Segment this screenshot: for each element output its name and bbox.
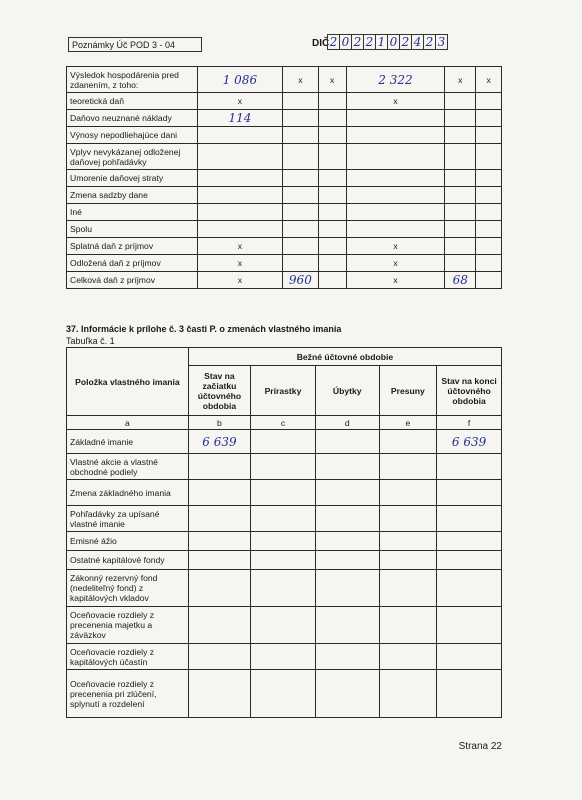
table-row <box>67 238 502 255</box>
cell-c4: x <box>346 238 445 255</box>
cell-b <box>188 644 250 670</box>
table-row <box>67 255 502 272</box>
table-row <box>67 93 502 110</box>
cell-b <box>188 551 250 570</box>
cell-c1 <box>197 221 282 238</box>
col-letter: d <box>315 416 379 430</box>
table-row <box>67 570 502 607</box>
cell-c6 <box>476 144 502 170</box>
cell-c1: x <box>197 238 282 255</box>
cell-c4 <box>346 221 445 238</box>
row-label: Výnosy nepodliehajúce dani <box>67 127 198 144</box>
cell-b <box>188 607 250 644</box>
col-header-b: Stav na začiatku účtovného obdobia <box>188 366 250 416</box>
cell-f <box>437 570 502 607</box>
row-label: Emisné ážio <box>67 532 189 551</box>
cell-c2 <box>282 255 318 272</box>
table-row <box>67 644 502 670</box>
cell-c3 <box>318 110 346 127</box>
cell-c4 <box>346 110 445 127</box>
cell-c3: x <box>318 67 346 93</box>
cell-e <box>379 454 437 480</box>
cell-c3 <box>318 127 346 144</box>
cell-c4: x <box>346 93 445 110</box>
table-row <box>67 204 502 221</box>
cell-c5 <box>445 221 476 238</box>
cell-c6 <box>476 93 502 110</box>
cell-b <box>188 480 250 506</box>
col-header-f: Stav na konci účtovného obdobia <box>437 366 502 416</box>
cell-c1: x <box>197 93 282 110</box>
cell-f: 6 639 <box>437 430 502 454</box>
cell-c4 <box>346 187 445 204</box>
cell-d <box>315 551 379 570</box>
cell-d <box>315 644 379 670</box>
table-row <box>67 454 502 480</box>
cell-c6 <box>476 272 502 289</box>
table-label: Tabuľka č. 1 <box>66 336 115 346</box>
col-letter: e <box>379 416 437 430</box>
col-header-item: Položka vlastného imania <box>67 348 189 416</box>
cell-c3 <box>318 238 346 255</box>
table-row <box>67 170 502 187</box>
row-label: Celková daň z príjmov <box>67 272 198 289</box>
cell-c2: 960 <box>282 272 318 289</box>
cell-c <box>251 551 316 570</box>
cell-c2 <box>282 93 318 110</box>
cell-c6 <box>476 221 502 238</box>
cell-c4 <box>346 127 445 144</box>
cell-c1 <box>197 127 282 144</box>
col-letter: a <box>67 416 189 430</box>
cell-c4 <box>346 204 445 221</box>
cell-c5 <box>445 93 476 110</box>
table-row <box>67 67 502 93</box>
cell-c2 <box>282 170 318 187</box>
row-label: Spolu <box>67 221 198 238</box>
row-label: Zákonný rezervný fond (nedeliteľný fond) z kapitálových vkladov <box>67 570 189 607</box>
cell-f <box>437 607 502 644</box>
cell-e <box>379 607 437 644</box>
table-row <box>67 221 502 238</box>
cell-c5 <box>445 127 476 144</box>
cell-c2 <box>282 187 318 204</box>
cell-c5 <box>445 238 476 255</box>
cell-f <box>437 551 502 570</box>
cell-c5 <box>445 204 476 221</box>
row-label: Odložená daň z príjmov <box>67 255 198 272</box>
table-row <box>67 670 502 718</box>
cell-c6 <box>476 170 502 187</box>
cell-c1: 114 <box>197 110 282 127</box>
col-header-d: Úbytky <box>315 366 379 416</box>
dic-digit: 2 <box>327 34 340 50</box>
row-label: Základné imanie <box>67 430 189 454</box>
cell-c <box>251 607 316 644</box>
form-label: Poznámky Úč POD 3 - 04 <box>68 37 202 52</box>
row-label: Ostatné kapitálové fondy <box>67 551 189 570</box>
cell-c3 <box>318 93 346 110</box>
table-row <box>67 551 502 570</box>
row-label: Pohľadávky za upísané vlastné imanie <box>67 506 189 532</box>
cell-f <box>437 480 502 506</box>
dic-digit: 4 <box>411 34 424 50</box>
cell-b <box>188 670 250 718</box>
table-row <box>67 480 502 506</box>
cell-c1: 1 086 <box>197 67 282 93</box>
row-label: Umorenie daňovej straty <box>67 170 198 187</box>
cell-c1 <box>197 187 282 204</box>
cell-c2 <box>282 221 318 238</box>
row-label: Vlastné akcie a vlastné obchodné podiely <box>67 454 189 480</box>
table-row <box>67 127 502 144</box>
cell-c5: 68 <box>445 272 476 289</box>
cell-c2 <box>282 204 318 221</box>
table-row <box>67 187 502 204</box>
cell-c5 <box>445 187 476 204</box>
cell-d <box>315 532 379 551</box>
cell-c5 <box>445 170 476 187</box>
col-header-e: Presuny <box>379 366 437 416</box>
dic-digit: 1 <box>375 34 388 50</box>
cell-c6 <box>476 187 502 204</box>
cell-e <box>379 670 437 718</box>
row-label: Zmena základného imania <box>67 480 189 506</box>
row-label: Oceňovacie rozdiely z kapitálových účastín <box>67 644 189 670</box>
cell-c2 <box>282 127 318 144</box>
cell-b <box>188 570 250 607</box>
table-row <box>67 607 502 644</box>
cell-b: 6 639 <box>188 430 250 454</box>
table-row <box>67 272 502 289</box>
row-label: Oceňovacie rozdiely z precenenia pri zlúčení, splynutí a rozdelení <box>67 670 189 718</box>
cell-c3 <box>318 272 346 289</box>
col-letter: c <box>251 416 316 430</box>
cell-c2 <box>282 110 318 127</box>
cell-c3 <box>318 170 346 187</box>
row-label: Oceňovacie rozdiely z precenenia majetku a záväzkov <box>67 607 189 644</box>
cell-c <box>251 430 316 454</box>
dic-label: DIČ <box>312 38 330 49</box>
row-label: Zmena sadzby dane <box>67 187 198 204</box>
cell-e <box>379 480 437 506</box>
section-title: 37. Informácie k prílohe č. 3 časti P. o zmenách vlastného imania <box>66 324 342 334</box>
cell-e <box>379 570 437 607</box>
cell-c <box>251 570 316 607</box>
page-number: Strana 22 <box>458 741 502 752</box>
cell-c6 <box>476 238 502 255</box>
cell-c3 <box>318 221 346 238</box>
cell-c6 <box>476 127 502 144</box>
cell-c3 <box>318 255 346 272</box>
dic-digit: 2 <box>399 34 412 50</box>
cell-e <box>379 644 437 670</box>
cell-f <box>437 506 502 532</box>
cell-e <box>379 532 437 551</box>
cell-c2: x <box>282 67 318 93</box>
cell-c1: x <box>197 255 282 272</box>
cell-d <box>315 670 379 718</box>
cell-c6 <box>476 255 502 272</box>
cell-f <box>437 644 502 670</box>
tax-reconciliation-table <box>66 66 502 289</box>
col-letter: f <box>437 416 502 430</box>
cell-f <box>437 532 502 551</box>
cell-d <box>315 430 379 454</box>
cell-d <box>315 607 379 644</box>
cell-c5 <box>445 110 476 127</box>
col-header-c: Prírastky <box>251 366 316 416</box>
cell-c1 <box>197 144 282 170</box>
cell-e <box>379 506 437 532</box>
cell-c6 <box>476 204 502 221</box>
table-row <box>67 506 502 532</box>
cell-c <box>251 532 316 551</box>
table-row <box>67 110 502 127</box>
cell-e <box>379 430 437 454</box>
cell-c2 <box>282 238 318 255</box>
cell-c <box>251 480 316 506</box>
dic-digit: 0 <box>339 34 352 50</box>
dic-field <box>328 34 448 50</box>
cell-c <box>251 454 316 480</box>
cell-c6: x <box>476 67 502 93</box>
cell-c4 <box>346 170 445 187</box>
equity-changes-table <box>66 347 502 718</box>
table-row <box>67 532 502 551</box>
cell-c <box>251 670 316 718</box>
cell-c6 <box>476 110 502 127</box>
dic-digit: 2 <box>363 34 376 50</box>
cell-d <box>315 506 379 532</box>
col-header-group: Bežné účtovné obdobie <box>188 348 501 366</box>
dic-digit: 3 <box>435 34 448 50</box>
cell-c4: 2 322 <box>346 67 445 93</box>
cell-d <box>315 480 379 506</box>
table-row <box>67 430 502 454</box>
col-letter: b <box>188 416 250 430</box>
row-label: Iné <box>67 204 198 221</box>
cell-c4: x <box>346 255 445 272</box>
cell-b <box>188 506 250 532</box>
table-row <box>67 144 502 170</box>
row-label: Daňovo neuznané náklady <box>67 110 198 127</box>
cell-f <box>437 670 502 718</box>
cell-c4: x <box>346 272 445 289</box>
cell-c3 <box>318 187 346 204</box>
cell-d <box>315 454 379 480</box>
cell-c <box>251 506 316 532</box>
row-label: Splatná daň z príjmov <box>67 238 198 255</box>
cell-c1 <box>197 204 282 221</box>
cell-c1 <box>197 170 282 187</box>
row-label: Vplyv nevykázanej odloženej daňovej pohľadávky <box>67 144 198 170</box>
cell-b <box>188 454 250 480</box>
cell-c2 <box>282 144 318 170</box>
cell-d <box>315 570 379 607</box>
dic-digit: 2 <box>351 34 364 50</box>
cell-c3 <box>318 204 346 221</box>
dic-digit: 2 <box>423 34 436 50</box>
cell-c1: x <box>197 272 282 289</box>
cell-c5 <box>445 144 476 170</box>
cell-c4 <box>346 144 445 170</box>
cell-b <box>188 532 250 551</box>
dic-digit: 0 <box>387 34 400 50</box>
cell-c <box>251 644 316 670</box>
cell-c5 <box>445 255 476 272</box>
row-label: Výsledok hospodárenia pred zdanením, z toho: <box>67 67 198 93</box>
cell-c3 <box>318 144 346 170</box>
cell-f <box>437 454 502 480</box>
cell-c5: x <box>445 67 476 93</box>
cell-e <box>379 551 437 570</box>
row-label: teoretická daň <box>67 93 198 110</box>
